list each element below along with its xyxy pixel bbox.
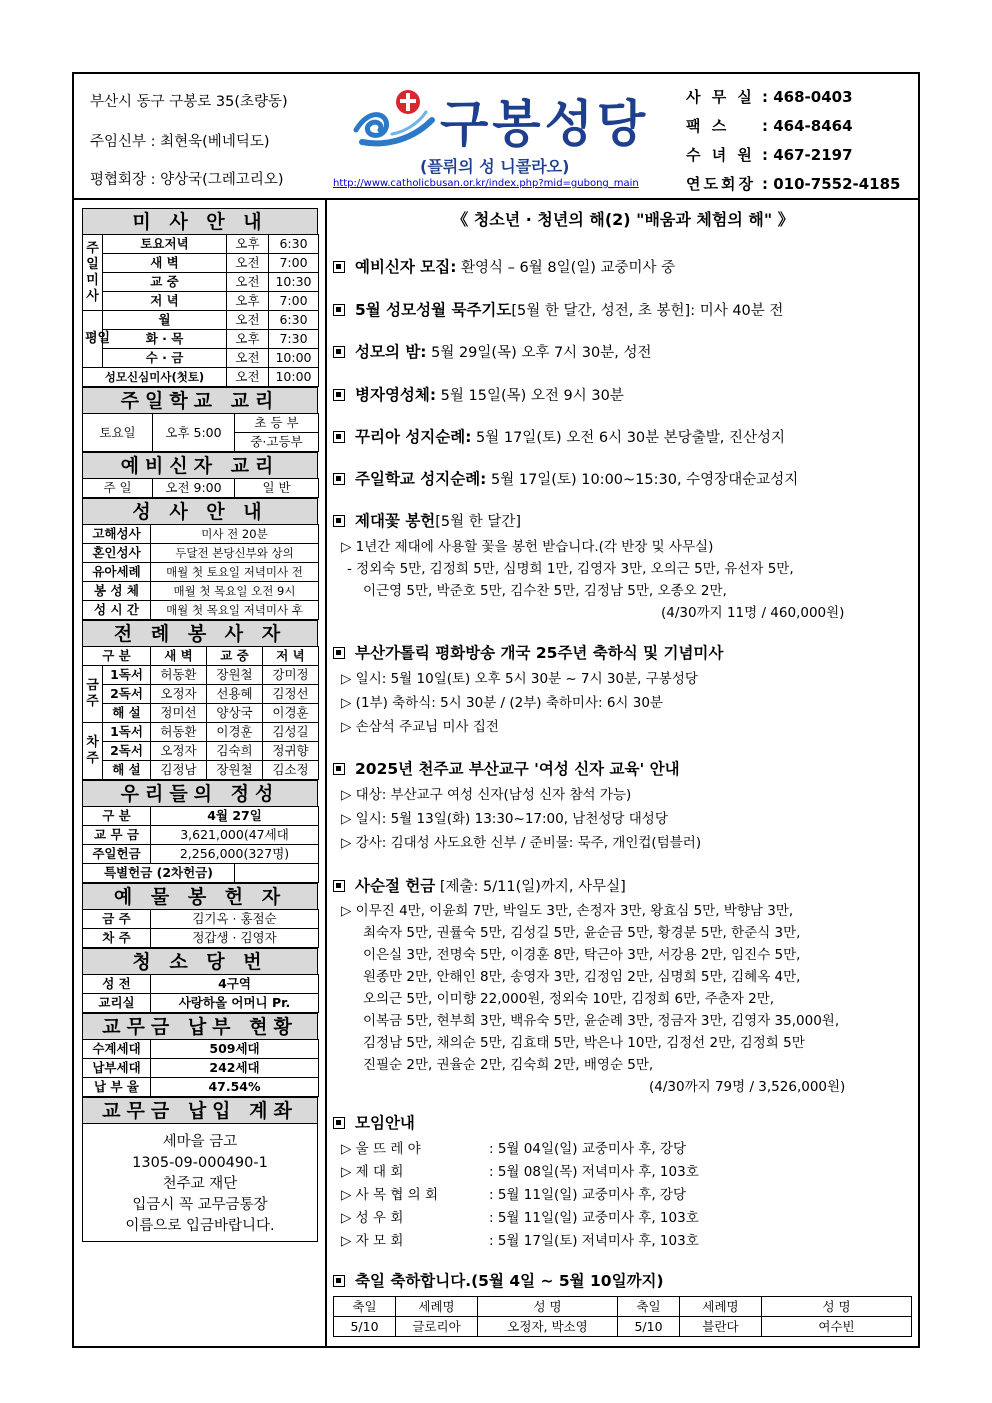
lent-total: (4/30까지 79명 / 3,526,000원) bbox=[649, 1079, 846, 1095]
column-divider bbox=[325, 200, 327, 1348]
this-week-label: 금 주 bbox=[83, 666, 103, 723]
cleaning-table: 성 전 4구역 교리실 사랑하올 어머니 Pr. bbox=[82, 974, 319, 1013]
square-bullet-icon bbox=[333, 431, 345, 443]
lent-donors: 진필순 2만, 권율순 2만, 김숙희 2만, 배영순 5만, bbox=[363, 1057, 654, 1073]
ministers-heading: 전 례 봉 사 자 bbox=[82, 620, 318, 646]
gifts-heading: 예 물 봉 헌 자 bbox=[82, 883, 318, 909]
lent-donors: 김정남 5만, 채의순 5만, 김효태 5만, 박은나 10만, 김정선 2만, 김정희 5만 bbox=[363, 1035, 805, 1051]
account-heading: 교무금 납입 계좌 bbox=[82, 1097, 318, 1123]
meeting-row: ▷ 자 모 회 : 5월 17일(토) 저녁미사 후, 103호 bbox=[341, 1233, 699, 1249]
anniversary-line: ▷ 일시: 5월 10일(토) 오후 5시 30분 ~ 7시 30분, 구봉성당 bbox=[341, 671, 698, 687]
contact-chair: 연도회장 : 010-7552-4185 bbox=[686, 175, 901, 193]
notice-lent-offering: 사순절 헌금 [제출: 5/11(일)까지, 사무실] bbox=[333, 874, 626, 896]
lent-donors: ▷ 이무진 4만, 이윤희 7만, 박일도 3만, 손정자 3만, 왕효심 5만, 박향남 3만, bbox=[341, 903, 794, 919]
notice-rosary: 5월 성모성월 묵주기도[5월 한 달간, 성전, 초 봉헌]: 미사 40분 전 bbox=[333, 298, 783, 320]
square-bullet-icon bbox=[333, 515, 345, 527]
notice-catechumen: 예비신자 모집: 환영식 – 6월 8일(일) 교중미사 중 bbox=[333, 255, 675, 277]
lent-donors: 이복금 5만, 현부희 3만, 백유숙 5만, 윤순례 3만, 정금자 3만, 김영자 35,000원, bbox=[363, 1013, 840, 1029]
notice-meetings: 모임안내 bbox=[333, 1111, 415, 1133]
square-bullet-icon bbox=[333, 261, 345, 273]
cleaning-heading: 청 소 당 번 bbox=[82, 948, 318, 974]
contact-fax: 팩 스 : 464-8464 bbox=[686, 117, 853, 135]
gifts-table: 금 주 김기옥 · 홍점순 차 주 정갑생 · 김영자 bbox=[82, 909, 319, 948]
lent-donors: 이은실 3만, 전명숙 5만, 이경훈 8만, 탁근아 3만, 서강용 2만, 임진수 5만, bbox=[363, 947, 801, 963]
notice-sick-communion: 병자영성체: 5월 15일(목) 오전 9시 30분 bbox=[333, 383, 624, 405]
sacraments-heading: 성 사 안 내 bbox=[82, 498, 318, 524]
notice-altar-flowers: 제대꽃 봉헌[5월 한 달간] bbox=[333, 509, 521, 531]
parish-url-link[interactable]: http://www.catholicbusan.or.kr/index.php?mid=gubong_main bbox=[333, 178, 639, 189]
weekday-mass-label: 평일 bbox=[83, 311, 103, 368]
anniversary-line: ▷ (1부) 축하식: 5시 30분 / (2부) 축하미사: 6시 30분 bbox=[341, 695, 663, 711]
header-divider bbox=[72, 198, 920, 200]
education-line: ▷ 강사: 김대성 사도요한 신부 / 준비물: 묵주, 개인컵(텀블러) bbox=[341, 835, 702, 851]
yearly-theme: 《 청소년 · 청년의 해(2) "배움과 체험의 해" 》 bbox=[452, 210, 794, 229]
square-bullet-icon bbox=[333, 346, 345, 358]
lent-donors: 원종만 2만, 안해인 8만, 송영자 3만, 김정임 2만, 심명희 5만, 김혜옥 4만, bbox=[363, 969, 801, 985]
account-info: 세마을 금고 1305-09-000490-1 천주교 재단 입금시 꼭 교무금통장 이름으로 입금바랍니다. bbox=[82, 1123, 318, 1242]
altar-flowers-line: ▷ 1년간 제대에 사용할 꽃을 봉헌 받습니다.(각 반장 및 사무실) bbox=[341, 539, 714, 555]
sunday-mass-label: 주 일 미 사 bbox=[83, 235, 103, 311]
square-bullet-icon bbox=[333, 763, 345, 775]
lent-donors: 최숙자 5만, 권률숙 5만, 김성길 5만, 윤순금 5만, 황경분 5만, 한준식 3만, bbox=[363, 925, 801, 941]
meeting-row: ▷ 울 뜨 레 야 : 5월 04일(일) 교중미사 후, 강당 bbox=[341, 1141, 687, 1157]
offering-heading: 우리들의 정성 bbox=[82, 780, 318, 806]
feast-day-table bbox=[333, 1296, 912, 1337]
table-row: 5/10 글로리아 오정자, 박소영 5/10 블란다 여수빈 bbox=[334, 1317, 912, 1337]
council-president: 평협회장 : 양상국(그레고리오) bbox=[90, 172, 284, 188]
square-bullet-icon bbox=[333, 647, 345, 659]
table-row: 축일 세례명 성 명 축일 세례명 성 명 bbox=[334, 1297, 912, 1317]
offering-table: 구 분 4월 27일 교 무 금 3,621,000(47세대 주일헌금 2,256,000(327명) 특별헌금 (2차헌금) bbox=[82, 806, 319, 883]
notice-curia-pilgrimage: 꾸리아 성지순례: 5월 17일(토) 오전 6시 30분 본당출발, 진산성지 bbox=[333, 425, 785, 447]
contact-office: 사 무 실 : 468-0403 bbox=[686, 88, 853, 106]
sidebar bbox=[82, 208, 318, 1242]
catechumen-heading: 예비신자 교리 bbox=[82, 452, 318, 478]
parish-logo-icon bbox=[352, 84, 438, 150]
education-line: ▷ 일시: 5월 13일(화) 13:30~17:00, 남천성당 대성당 bbox=[341, 811, 668, 827]
sunday-school-table: 토요일 오후 5:00 초 등 부 중·고등부 bbox=[82, 413, 319, 452]
square-bullet-icon bbox=[333, 304, 345, 316]
main-content bbox=[333, 205, 913, 1290]
parish-patron: (플뤼의 성 니콜라오) bbox=[420, 157, 570, 176]
square-bullet-icon bbox=[333, 389, 345, 401]
ministers-table: 구 분 새 벽 교 중 저 녁 금 주 1독서 허동환 장원철 강미정 2독서 오정자 선용혜 김정선 해 설 정미선 양상국 이경훈 차 주 1독서 허동환 이경훈 김성길 2독서 오정자 김숙희 정귀향 해 설 김정남 장원철 김소정 bbox=[82, 646, 319, 780]
notice-marian-night: 성모의 밤: 5월 29일(목) 오후 7시 30분, 성전 bbox=[333, 340, 652, 362]
catechumen-table: 주 일 오전 9:00 일 반 bbox=[82, 478, 319, 498]
mass-schedule-heading: 미 사 안 내 bbox=[82, 208, 318, 234]
lent-donors: 오의근 5만, 이미향 22,000원, 정외숙 10만, 김정희 6만, 주춘자 2만, bbox=[363, 991, 775, 1007]
pastor: 주임신부 : 최현욱(베네딕도) bbox=[90, 134, 270, 150]
address: 부산시 동구 구봉로 35(초량동) bbox=[90, 94, 288, 110]
square-bullet-icon bbox=[333, 1117, 345, 1129]
meeting-row: ▷ 사 목 협 의 회 : 5월 11일(일) 교중미사 후, 강당 bbox=[341, 1187, 687, 1203]
education-line: ▷ 대상: 부산교구 여성 신자(남성 신자 참석 가능) bbox=[341, 787, 632, 803]
dues-heading: 교무금 납부 현황 bbox=[82, 1013, 318, 1039]
notice-cpbc-anniversary: 부산가톨릭 평화방송 개국 25주년 축하식 및 기념미사 bbox=[333, 641, 723, 663]
sacraments-table: 고해성사 미사 전 20분 혼인성사 두달전 본당신부와 상의 유아세례 매월 첫 토요일 저녁미사 전 봉 성 체 매월 첫 목요일 오전 9시 성 시 간 매월 첫 목요일 저녁미사 후 bbox=[82, 524, 319, 620]
altar-flowers-total: (4/30까지 11명 / 460,000원) bbox=[661, 605, 845, 621]
square-bullet-icon bbox=[333, 1275, 345, 1287]
notice-school-pilgrimage: 주일학교 성지순례: 5월 17일(토) 10:00~15:30, 수영장대순교성지 bbox=[333, 467, 798, 489]
dues-table: 수계세대 509세대 납부세대 242세대 납 부 율 47.54% bbox=[82, 1039, 319, 1097]
square-bullet-icon bbox=[333, 473, 345, 485]
notice-feast-days: 축일 축하합니다.(5월 4일 ~ 5월 10일까지) bbox=[333, 1269, 664, 1291]
meeting-row: ▷ 성 우 회 : 5월 11일(일) 교중미사 후, 103호 bbox=[341, 1210, 699, 1226]
contact-convent: 수 녀 원 : 467-2197 bbox=[686, 146, 853, 164]
mass-schedule-table: 주 일 미 사 토요저녁 오후 6:30 새 벽 오전 7:00 교 중 오전 10:30 저 녁 오후 7:00 평일 월 오전 6:30 화 · 목 오후 7:30 수 · 금 오전 10:00 성모신심미사(첫토) 오전 10:00 bbox=[82, 234, 319, 387]
next-week-label: 차 주 bbox=[83, 723, 103, 780]
square-bullet-icon bbox=[333, 880, 345, 892]
anniversary-line: ▷ 손삼석 주교님 미사 집전 bbox=[341, 719, 499, 735]
altar-flowers-donors: - 정외숙 5만, 김정희 5만, 심명희 1만, 김영자 3만, 오의근 5만, 유선자 5만, bbox=[347, 561, 794, 577]
sunday-school-heading: 주일학교 교리 bbox=[82, 387, 318, 413]
altar-flowers-donors: 이근영 5만, 박준호 5만, 김수찬 5만, 김정남 5만, 오종오 2만, bbox=[363, 583, 727, 599]
meeting-row: ▷ 제 대 회 : 5월 08일(목) 저녁미사 후, 103호 bbox=[341, 1164, 699, 1180]
parish-name: 구봉성당 bbox=[440, 95, 650, 153]
notice-women-education: 2025년 천주교 부산교구 '여성 신자 교육' 안내 bbox=[333, 757, 680, 779]
